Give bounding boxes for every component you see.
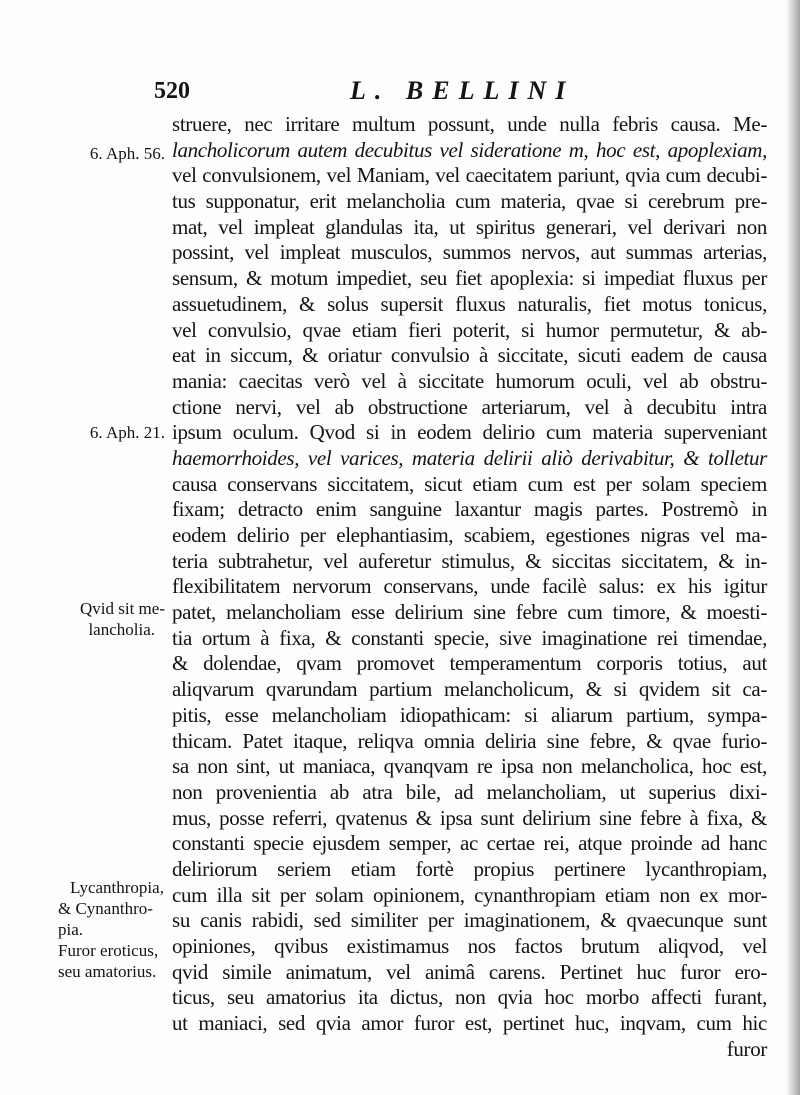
text-line: pitis, esse melancholiam idiopathicam: si aliarum partium, sympa-	[172, 702, 767, 727]
margin-note-melancholia: lancholia.	[88, 620, 155, 639]
text-line: mus, posse referri, qvatenus & ipsa sunt delirium sine febre à fixa, &	[172, 805, 767, 830]
text-line: patet, melancholiam esse delirium sine febre cum timore, & moesti-	[172, 600, 767, 625]
running-title: L. BELLINI	[350, 76, 575, 105]
text-line: haemorrhoides, vel varices, materia delirii aliò derivabitur, & tolletur	[172, 445, 767, 470]
text-line: aliqvarum qvarundam partium melancholicum, & si qvidem sit ca-	[172, 677, 767, 702]
text-line: constanti specie ejusdem semper, ac certae rei, atque proinde ad hanc	[172, 831, 767, 856]
text-line: causa conservans siccitatem, sicut etiam cum est per solam speciem	[172, 471, 767, 496]
page-edge-shadow	[786, 0, 800, 1095]
margin-note-aph-56: 6. Aph. 56.	[89, 144, 165, 163]
text-line: cum illa sit per solam opinionem, cynanthropiam etiam non ex mor-	[172, 882, 767, 907]
text-line: qvid simile animatum, vel animâ carens. Pertinet huc furor ero-	[172, 959, 767, 984]
text-line: tus supponatur, erit melancholia cum materia, qvae si cerebrum pre-	[172, 189, 767, 214]
text-line: deliriorum seriem etiam fortè propius pertinere lycanthropiam,	[172, 856, 767, 881]
text-line: flexibilitatem nervorum conservans, unde facilè salus: ex his igitur	[172, 574, 767, 599]
text-line: mat, vel impleat glandulas ita, ut spiritus generari, vel derivari non	[172, 214, 767, 239]
text-line: fixam; detracto enim sanguine laxantur magis partes. Postremò in	[172, 497, 767, 522]
text-line: ticus, seu amatorius ita dictus, non qvia hoc morbo affecti furant,	[172, 985, 767, 1010]
text-line: sensum, & motum impediet, seu fiet apoplexia: si impediat fluxus per	[172, 266, 767, 291]
running-head	[150, 78, 790, 114]
text-line: sa non sint, ut maniaca, qvanqvam re ipsa non melancholica, hoc est,	[172, 754, 767, 779]
text-line: lancholicorum autem decubitus vel sideratione m, hoc est, apoplexiam,	[172, 137, 767, 162]
text-line: ipsum oculum. Qvod si in eodem delirio cum materia superveniant	[172, 420, 767, 445]
page-number: 520	[154, 78, 190, 104]
margin-note-furor-eroticus: Furor eroticus,	[58, 941, 159, 960]
text-line: opiniones, qvibus existimamus nos factos brutum aliqvod, vel	[172, 934, 767, 958]
margin-note-aph-21: 6. Aph. 21.	[89, 423, 165, 442]
text-line: furor	[726, 1036, 767, 1061]
margin-note-lycanthropia: Lycanthropia,	[70, 878, 164, 897]
text-line: vel convulsio, qvae etiam fieri poterit, si humor permutetur, & ab-	[172, 317, 767, 342]
text-line: assuetudinem, & solus supersit fluxus naturalis, fiet motus tonicus,	[172, 291, 767, 316]
body-text	[172, 112, 767, 1062]
text-line: tia ortum à fixa, & constanti specie, sive imaginatione rei timendae,	[172, 625, 767, 650]
text-line: struere, nec irritare multum possunt, unde nulla febris causa. Me-	[172, 112, 767, 136]
text-line: ut maniaci, sed qvia amor furor est, pertinet huc, inqvam, cum hic	[172, 1011, 767, 1036]
text-line: teria subtrahetur, vel auferetur stimulus, & siccitas siccitatem, & in-	[172, 548, 767, 573]
text-line: mania: caecitas verò vel à siccitate humorum oculi, vel ab obstru-	[172, 368, 767, 393]
margin-note-seu-amatorius: seu amatorius.	[58, 962, 157, 981]
margin-note-pia: pia.	[58, 920, 84, 939]
text-line: & dolendae, qvam promovet temperamentum corporis totius, aut	[172, 651, 767, 676]
text-line: vel convulsionem, vel Maniam, vel caecitatem pariunt, qvia cum decubi-	[172, 163, 767, 188]
text-line: ctione nervi, vel ab obstructione arteriarum, vel à decubitu intra	[172, 394, 767, 419]
text-line: possint, vel impleat musculos, summos nervos, aut summas arterias,	[172, 240, 767, 265]
text-line: non provenientia ab atra bile, ad melancholiam, ut superius dixi-	[172, 779, 767, 804]
margin-note-cynanthropia: & Cynanthro-	[58, 899, 153, 918]
text-line: eat in siccum, & oriatur convulsio à siccitate, sicuti eadem de causa	[172, 343, 767, 368]
margin-note-qvid-sit: Qvid sit me-	[80, 599, 165, 618]
text-line: su canis rabidi, sed similiter per imaginationem, & qvaecunque sunt	[172, 908, 767, 933]
text-line: eodem delirio per elephantiasim, scabiem, egestiones nigras vel ma-	[172, 523, 767, 547]
text-line: thicam. Patet itaque, reliqva omnia deliria sine febre, & qvae furio-	[172, 728, 767, 753]
